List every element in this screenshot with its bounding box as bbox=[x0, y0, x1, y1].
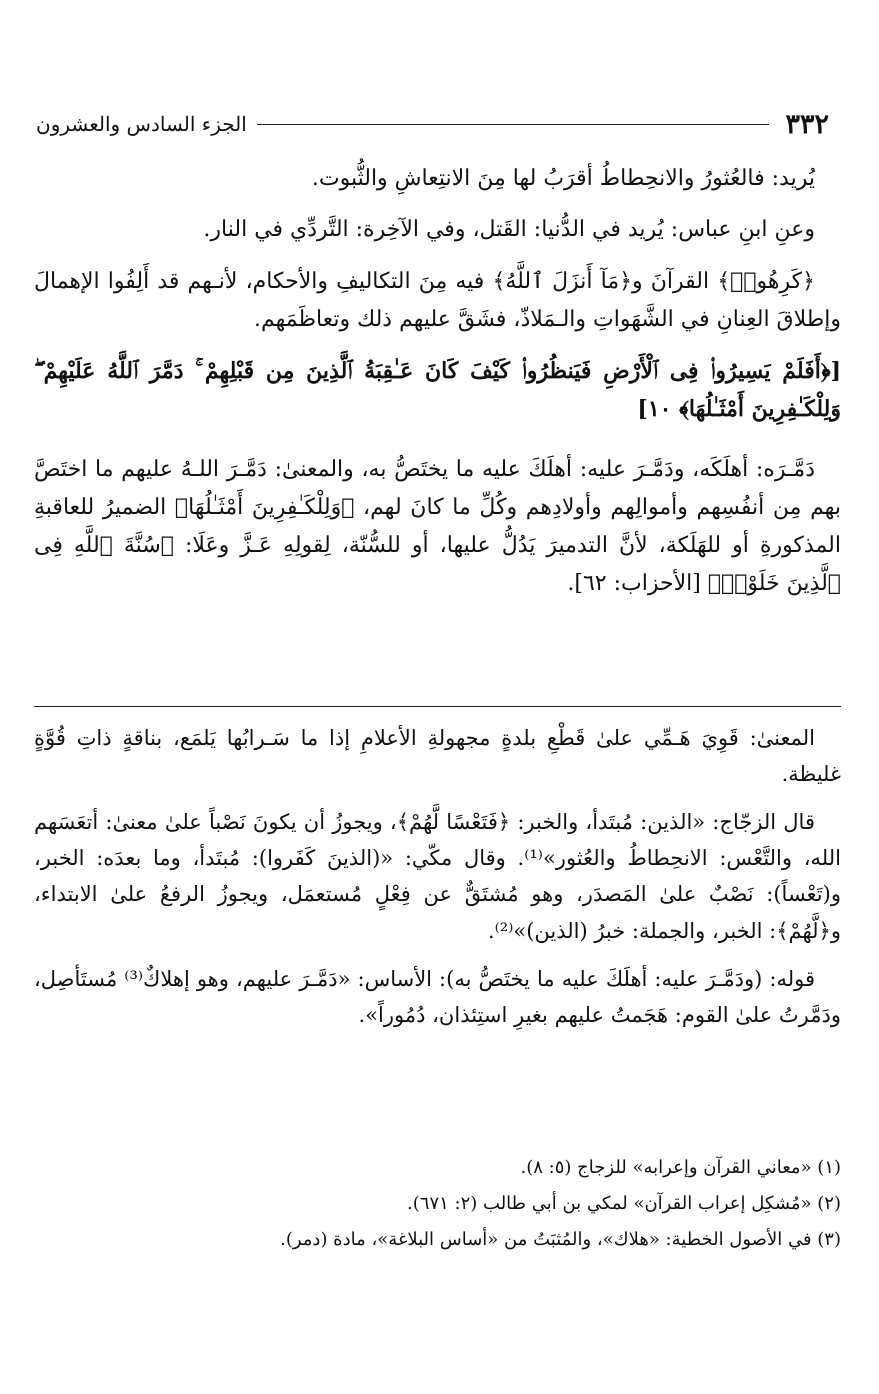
footnote-1: (١) «معاني القرآن وإعرابه» للزجاج (٥: ٨). bbox=[520, 1157, 841, 1178]
paragraph-1: يُريد: فالعُثورُ والانحِطاطُ أقرَبُ لها مِنَ الانتِعاشِ والثُّبوت. bbox=[311, 166, 815, 191]
page-header bbox=[36, 104, 829, 144]
footnote-3: (٣) في الأصول الخطية: «هلاك»، والمُثبَتُ من «أساس البلاغة»، مادة (دمر). bbox=[280, 1229, 841, 1250]
footnotes bbox=[34, 1150, 841, 1258]
note-paragraph-2: قال الزجّاج: «الذين: مُبتَدأ، والخبر: ﴿فَتَعْسًا لَّهُمْ﴾، ويجوزُ أن يكونَ نَصْباً علىٰ معنىٰ: أتعَسَهم الله، والتَّعْس: الانحِطاطُ والعُثور»⁽¹⁾. وقال مكّي: «(الذينَ كَفَروا): مُبتَدأ، وما بعدَه: الخبر، و(تَعْساً): نَصْبٌ علىٰ المَصدَر، وهو مُشتَقٌّ عن فِعْلٍ مُستعمَل، ويجوزُ الرفعُ علىٰ الابتداء، و﴿لَّهُمْ﴾: الخبر، والجملة: خبرُ (الذين)»⁽²⁾. bbox=[34, 810, 841, 943]
quran-verse: [﴿أَفَلَمْ يَسِيرُوا۟ فِى ٱلْأَرْضِ فَيَنظُرُوا۟ كَيْفَ كَانَ عَـٰقِبَةُ ٱلَّذِينَ مِن قَبْلِهِمْ ۚ دَمَّرَ ٱللَّهُ عَلَيْهِمْ ۖ وَلِلْكَـٰفِرِينَ أَمْثَـٰلُهَا﴾ ١٠] bbox=[34, 358, 841, 423]
footnote-2: (٢) «مُشكِل إعراب القرآن» لمكي بن أبي طالب (٢: ٦٧١). bbox=[407, 1193, 841, 1214]
notes-divider bbox=[34, 706, 841, 707]
paragraph-3: ﴿كَرِهُوا۟﴾ القرآنَ و﴿مَآ أَنزَلَ ٱللَّهُ﴾ فيه مِنَ التكاليفِ والأحكام، لأنـهم قد أَلِفُوا الإهمالَ وإطلاقَ العِنانِ في الشَّهَواتِ والـمَلاذّ، فشَقَّ عليهم ذلك وتعاظَمَهم. bbox=[34, 268, 841, 332]
commentary-notes bbox=[34, 720, 841, 1045]
header-rule bbox=[257, 124, 770, 125]
note-paragraph-3: قوله: (ودَمَّـرَ عليه: أهلَكَ عليه ما يختَصُّ به): الأساس: «دَمَّـرَ عليهم، وهو إهلاكٌ⁽³⁾ مُستَأصِل، ودَمَّرتُ علىٰ القوم: هَجَمتُ عليهم بغيرِ استِئذان، دُمُوراً». bbox=[34, 966, 841, 1027]
paragraph-4: دَمَّـرَه: أهلَكَه، ودَمَّـرَ عليه: أهلَكَ عليه ما يختَصُّ به، والمعنىٰ: دَمَّـرَ اللـهُ عليهم ما اختَصَّ بهم مِن أنفُسِهم وأموالِهم وأولادِهم وكُلِّ ما كانَ لهم، ﴿وَلِلْكَـٰفِرِينَ أَمْثَـٰلُهَا﴾ الضميرُ للعاقبةِ المذكورةِ أو للهَلَكة، لأنَّ التدميرَ يَدُلُّ عليها، أو للسُّنّة، لِقولِهِ عَـزَّ وعَلَا: ﴿سُنَّةَ ٱللَّهِ فِى ٱلَّذِينَ خَلَوْا۟﴾ [الأحزاب: ٦٢]. bbox=[34, 456, 841, 597]
page-number: ٣٣٢ bbox=[785, 108, 829, 140]
note-paragraph-1: المعنىٰ: قَوِيَ هَـمِّي علىٰ قَطْعِ بلدةٍ مجهولةِ الأعلامِ إذا ما سَـرابُها يَلمَع، بناقةٍ ذاتِ قُوَّةٍ غليظة. bbox=[34, 726, 841, 787]
main-commentary bbox=[34, 160, 841, 617]
running-title: الجزء السادس والعشرون bbox=[36, 112, 247, 136]
paragraph-2: وعنِ ابنِ عباس: يُريد في الدُّنيا: القَتل، وفي الآخِرة: التَّردِّي في النار. bbox=[203, 217, 815, 243]
